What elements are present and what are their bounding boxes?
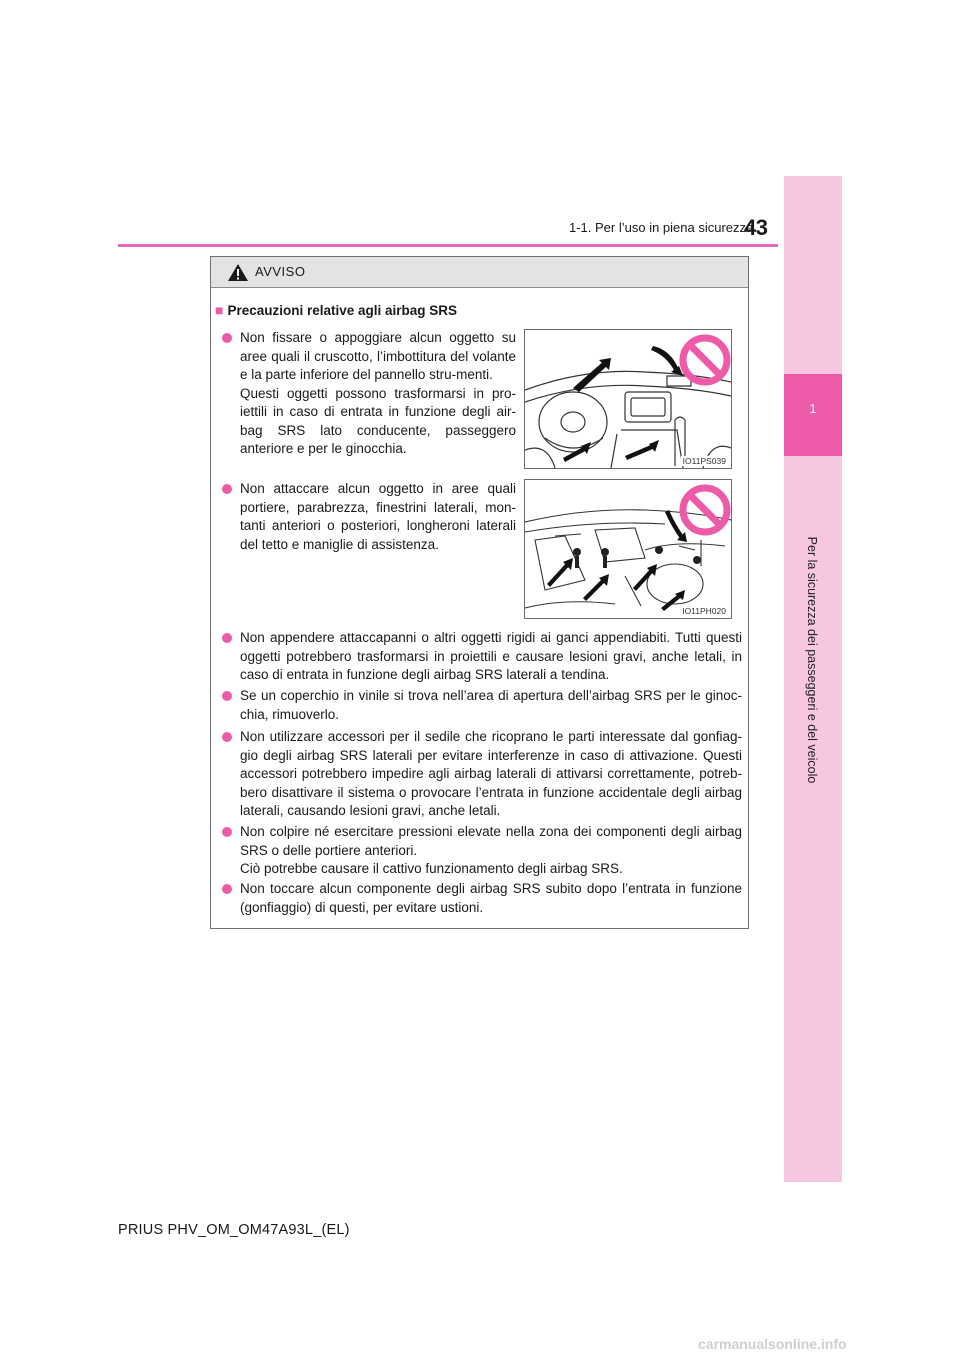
subheading-text: Precauzioni relative agli airbag SRS — [227, 303, 458, 318]
bullet-dot-icon — [222, 333, 232, 343]
list-item — [222, 629, 742, 685]
no-entry-sign-icon — [683, 488, 727, 532]
list-item — [222, 823, 742, 879]
no-entry-sign-icon — [683, 338, 727, 382]
list-item-text: Non colpire né esercitare pressioni elevate nella zona dei componenti degli airbag SRS o delle portiere anteriori. Ciò potrebbe causare il cattivo funzionamento degli airbag SRS. — [240, 824, 742, 876]
watermark: carmanualsonline.info — [698, 1336, 847, 1352]
figure-cabin-illustration — [524, 479, 732, 619]
list-item-text: Non toccare alcun componente degli airbag SRS subito dopo l’entrata in funzione (gonfiaggio) di questi, per evitare ustioni. — [240, 881, 742, 915]
figure-dashboard-illustration — [524, 329, 732, 469]
list-item-text: Non attaccare alcun oggetto in aree quali portiere, parabrezza, finestrini laterali, mon-tanti anteriori o posteriori, longheroni laterali del tetto e maniglie di assistenza. — [240, 481, 516, 552]
figure-code: IO11PH020 — [682, 606, 726, 616]
section-title: 1-1. Per l’uso in piena sicurezza — [569, 220, 754, 235]
list-item-text: Se un coperchio in vinile si trova nell’area di apertura dell’airbag SRS per le ginoc-chia, rimuoverlo. — [240, 688, 742, 722]
figure-code: IO11PS039 — [682, 456, 726, 466]
page-number: 43 — [744, 215, 768, 240]
list-item — [222, 480, 516, 554]
list-item — [222, 687, 742, 724]
subheading — [215, 302, 457, 318]
list-item — [222, 880, 742, 917]
side-tab-label: Per la sicurezza dei passeggeri e del veicolo — [805, 536, 819, 784]
warning-triangle-icon — [227, 263, 249, 282]
bullet-dot-icon — [222, 691, 232, 701]
footer-model: PRIUS PHV_OM_OM47A93L_(EL) — [118, 1222, 350, 1238]
square-bullet-icon: ■ — [215, 302, 224, 318]
cabin-illustration — [525, 480, 731, 618]
header-rule — [118, 244, 778, 247]
list-item-text: Non appendere attaccapanni o altri oggetti rigidi ai ganci appendiabiti. Tutti questi oggetti potrebbero trasformarsi in proiettili e causare lesioni gravi, anche letali, in caso di entrata in funzione degli airbag SRS laterali a tendina. — [240, 630, 742, 682]
list-item-text: Non fissare o appoggiare alcun oggetto su aree quali il cruscotto, l’imbottitura del volante e la parte inferiore del pannello stru-menti. Questi oggetti possono trasformarsi in pro-iettili in caso di entrata in funzione degli air-bag SRS lato conducente, passeggero anteriore e per le ginocchia. — [240, 330, 516, 456]
bullet-dot-icon — [222, 633, 232, 643]
warning-header — [211, 257, 748, 288]
list-item — [222, 329, 516, 459]
bullet-dot-icon — [222, 827, 232, 837]
bullet-dot-icon — [222, 484, 232, 494]
warning-label: AVVISO — [255, 264, 306, 279]
list-item-text: Non utilizzare accessori per il sedile che ricoprano le parti interessate dal gonfiag-gio degli airbag SRS laterali per evitare interferenze in caso di attivazione. Questi accessori potrebbero impedire agli airbag laterali di attivarsi correttamente, potreb-bero disattivare il sistema o provocare l’entrata in funzione accidentale degli airbag laterali, causando lesioni gravi, anche letali. — [240, 729, 742, 818]
bullet-dot-icon — [222, 732, 232, 742]
bullet-dot-icon — [222, 884, 232, 894]
dashboard-illustration — [525, 330, 731, 468]
list-item — [222, 728, 742, 821]
side-tab-number: 1 — [809, 401, 817, 416]
